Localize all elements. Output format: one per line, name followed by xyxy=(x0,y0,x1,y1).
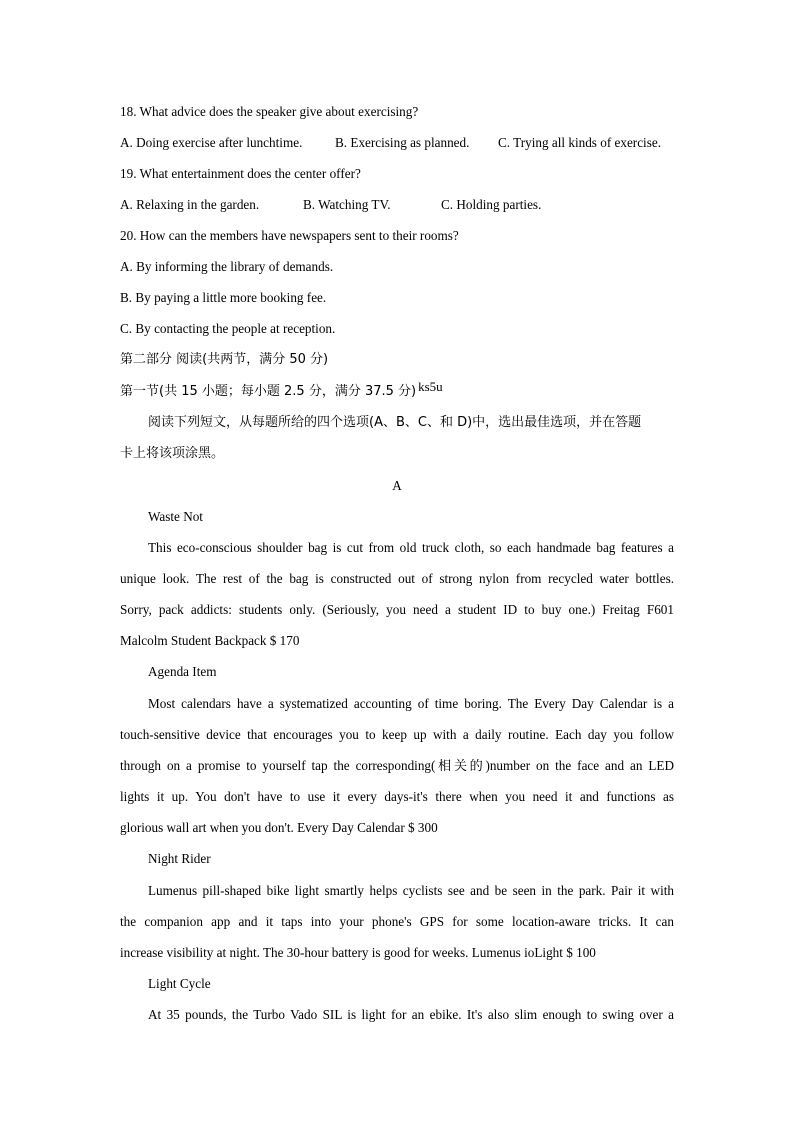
question-20-option-c: C. By contacting the people at reception. xyxy=(120,321,336,336)
question-18-stem: 18. What advice does the speaker give about exercising? xyxy=(120,104,419,119)
paragraph-line: the companion app and it taps into your phone's GPS for some location-aware tricks. It can xyxy=(120,914,674,929)
question-18-option-c: C. Trying all kinds of exercise. xyxy=(498,135,662,150)
item-heading-waste-not: Waste Not xyxy=(148,509,203,524)
subsection-title-text: 第一节(共 15 小题；每小题 2.5 分，满分 37.5 分) xyxy=(120,384,417,399)
paragraph-line: glorious wall art when you don't. Every Day Calendar $ 300 xyxy=(120,820,438,835)
paragraph-line: increase visibility at night. The 30-hour battery is good for weeks. Lumenus ioLight $ 100 xyxy=(120,945,596,960)
item-heading-night-rider: Night Rider xyxy=(148,851,211,866)
paragraph-line: Lumenus pill-shaped bike light smartly helps cyclists see and be seen in the park. Pair it with xyxy=(148,883,674,898)
question-20-option-b: B. By paying a little more booking fee. xyxy=(120,290,327,305)
instruction-line-1: 阅读下列短文，从每题所给的四个选项(A、B、C、和 D)中，选出最佳选项，并在答题 xyxy=(148,415,642,430)
question-19-option-a: A. Relaxing in the garden. xyxy=(120,197,260,212)
item-heading-agenda-item: Agenda Item xyxy=(148,664,217,679)
paragraph-line: unique look. The rest of the bag is constructed out of strong nylon from recycled water bottles. xyxy=(120,571,674,586)
question-19-option-c: C. Holding parties. xyxy=(441,197,542,212)
watermark-text: ks5u xyxy=(418,379,443,394)
question-18-option-b: B. Exercising as planned. xyxy=(335,135,470,150)
paragraph-line: touch-sensitive device that encourages you to keep up with a daily routine. Each day you follow xyxy=(120,727,674,742)
instruction-line-2: 卡上将该项涂黑。 xyxy=(120,446,225,461)
paragraph-line: Sorry, pack addicts: students only. (Seriously, you need a student ID to buy one.) Freitag F601 xyxy=(120,602,674,617)
paragraph-line: Most calendars have a systematized accounting of time boring. The Every Day Calendar is a xyxy=(148,696,674,711)
subsection-title xyxy=(120,379,674,401)
passage-label: A xyxy=(392,478,402,493)
question-18-option-a: A. Doing exercise after lunchtime. xyxy=(120,135,303,150)
question-19-options xyxy=(120,196,674,214)
item-heading-light-cycle: Light Cycle xyxy=(148,976,211,991)
question-20-option-a: A. By informing the library of demands. xyxy=(120,259,334,274)
question-19-stem: 19. What entertainment does the center offer? xyxy=(120,166,361,181)
paragraph-line: lights it up. You don't have to use it every days-it's there when you need it and functions as xyxy=(120,789,674,804)
paragraph-line: through on a promise to yourself tap the corresponding(相关的)number on the face and an LED xyxy=(120,758,674,773)
paragraph-line: At 35 pounds, the Turbo Vado SIL is light for an ebike. It's also slim enough to swing over a xyxy=(148,1007,674,1022)
question-19-option-b: B. Watching TV. xyxy=(303,197,391,212)
part-title: 第二部分 阅读(共两节，满分 50 分) xyxy=(120,352,329,367)
paragraph-line: This eco-conscious shoulder bag is cut from old truck cloth, so each handmade bag features a xyxy=(148,540,674,555)
question-20-stem: 20. How can the members have newspapers sent to their rooms? xyxy=(120,228,459,243)
paragraph-line: Malcolm Student Backpack $ 170 xyxy=(120,633,300,648)
question-18-options xyxy=(120,134,674,152)
